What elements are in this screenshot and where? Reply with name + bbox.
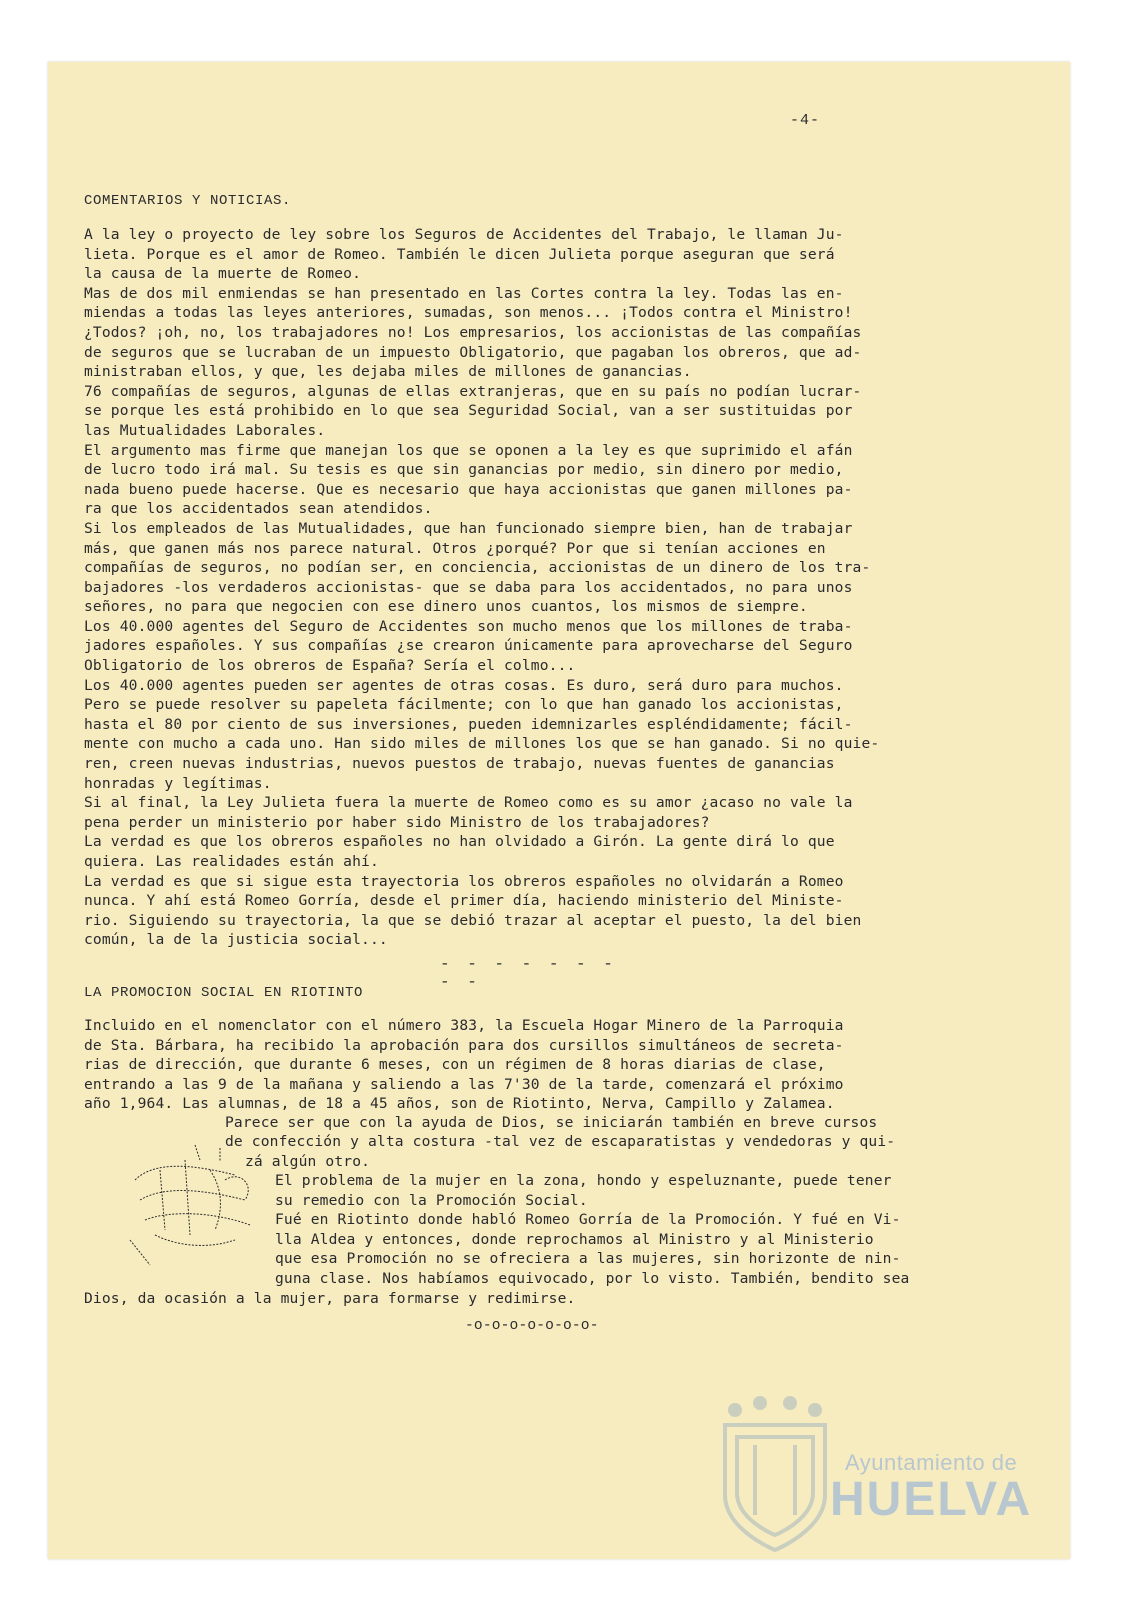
typed-sketch-illustration xyxy=(125,1140,285,1270)
section-body-comentarios: A la ley o proyecto de ley sobre los Seguros de Accidentes del Trabajo, le llaman Ju- lieta. Porque es el amor de Romeo. También le dicen Julieta porque aseguran que será la causa de la muerte de Romeo. Mas de dos mil enmiendas se han presentado en las Cortes contra la ley. Todas las en- miendas a todas las leyes anteriores, sumadas, son menos... ¡Todos contra el Ministro! ¿Todos? ¡oh, no, los trabajadores no! Los empresarios, los accionistas de las compañías de seguros que se lucraban de un impuesto Obligatorio, que pagaban los obreros, que ad- ministraban ellos, y que, les dejaba miles de millones de ganancias. 76 compañías de seguros, algunas de ellas extranjeras, que en su país no podían lucrar- se porque les está prohibido en lo que sea Seguridad Social, van a ser sustituidas por las Mutualidades Laborales. El argumento mas firme que manejan los que se oponen a la ley es que suprimido el afán de lucro todo irá mal. Su tesis es que sin ganancias por medio, sin dinero por medio, nada bueno puede hacerse. Que es necesario que haya accionistas que ganen millones pa- ra que los accidentados sean atendidos. Si los empleados de las Mutualidades, que han funcionado siempre bien, han de trabajar más, que ganen más nos parece natural. Otros ¿porqué? Por que si tenían acciones en compañías de seguros, no podían ser, en conciencia, accionistas de un dinero de los tra- bajadores -los verdaderos accionistas- que se daba para los accidentados, no para unos señores, no para que negocien con ese dinero unos cuantos, los mismos de siempre. Los 40.000 agentes del Seguro de Accidentes son mucho menos que los millones de traba- jadores españoles. Y sus compañías ¿se crearon únicamente para aprovecharse del Seguro Obligatorio de los obreros de España? Sería el colmo... Los 40.000 agentes pueden ser agentes de otras cosas. Es duro, será duro para muchos. Pero se puede resolver su papeleta fácilmente; con lo que han ganado los accionistas, hasta el 80 por ciento de sus inversiones, pueden idemnizarles espléndidamente; fácil- mente con mucho a cada uno. Han sido miles de millones los que se han ganado. Si no quie- ren, creen nuevas industrias, nuevos puestos de trabajo, nuevas fuentes de ganancias honradas y legítimas. Si al final, la Ley Julieta fuera la muerte de Romeo como es su amor ¿acaso no vale la pena perder un ministerio por haber sido Ministro de los trabajadores? La verdad es que los obreros españoles no han olvidado a Girón. La gente dirá lo que quiera. Las realidades están ahí. La verdad es que si sigue esta trayectoria los obreros españoles no olvidarán a Romeo nunca. Y ahí está Romeo Gorría, desde el primer día, haciendo ministerio del Ministe- rio. Siguiendo su trayectoria, la que se debió trazar al aceptar el puesto, la del bien común, la de la justicia social... xyxy=(84,226,880,949)
indented-line: El problema de la mujer en la zona, hondo y espeluznante, puede tener xyxy=(275,1172,892,1189)
section-body-promocion: Incluido en el nomenclator con el número 383, la Escuela Hogar Minero de la Parroquia de Sta. Bárbara, ha recibido la aprobación para dos cursillos simultáneos de secreta- rias de dirección, que durante 6 meses, con un régimen de 8 horas diarias de clase, entrando a las 9 de la mañana y saliendo a las 7'30 de la tarde, comenzará el próximo año 1,964. Las alumnas, de 18 a 45 años, son de Riotinto, Nerva, Campillo y Zalamea. xyxy=(84,1017,844,1113)
page-number: -4- xyxy=(790,112,821,129)
indented-line: que esa Promoción no se ofreciera a las mujeres, sin horizonte de nin- xyxy=(275,1250,901,1267)
indented-line: su remedio con la Promoción Social. xyxy=(275,1192,588,1209)
watermark-city: Ayuntamiento de xyxy=(845,1450,1018,1475)
indented-line: guna clase. Nos habíamos equivocado, por lo visto. También, bendito sea xyxy=(275,1270,910,1287)
end-mark: -o-o-o-o-o-o-o- xyxy=(465,1318,599,1334)
section-separator: - - - - - - - - - xyxy=(440,955,617,991)
indented-line: zá algún otro. xyxy=(245,1153,371,1170)
indented-line: Parece ser que con la ayuda de Dios, se iniciarán también en breve cursos xyxy=(225,1114,878,1131)
watermark-name: HUELVA xyxy=(830,1473,1033,1526)
closing-line: Dios, da ocasión a la mujer, para formarse y redimirse. xyxy=(84,1290,576,1307)
municipal-coat-of-arms xyxy=(715,1385,835,1555)
section-heading-comentarios: COMENTARIOS Y NOTICIAS. xyxy=(84,193,292,209)
watermark-logo xyxy=(830,1450,1032,1527)
section-heading-promocion: LA PROMOCION SOCIAL EN RIOTINTO xyxy=(84,985,364,1001)
indented-line: de confección y alta costura -tal vez de escaparatistas y vendedoras y qui- xyxy=(225,1133,896,1150)
indented-line: Fué en Riotinto donde habló Romeo Gorría de la Promoción. Y fué en Vi- xyxy=(275,1211,901,1228)
indented-line: lla Aldea y entonces, donde reprochamos al Ministro y al Ministerio xyxy=(275,1231,874,1248)
